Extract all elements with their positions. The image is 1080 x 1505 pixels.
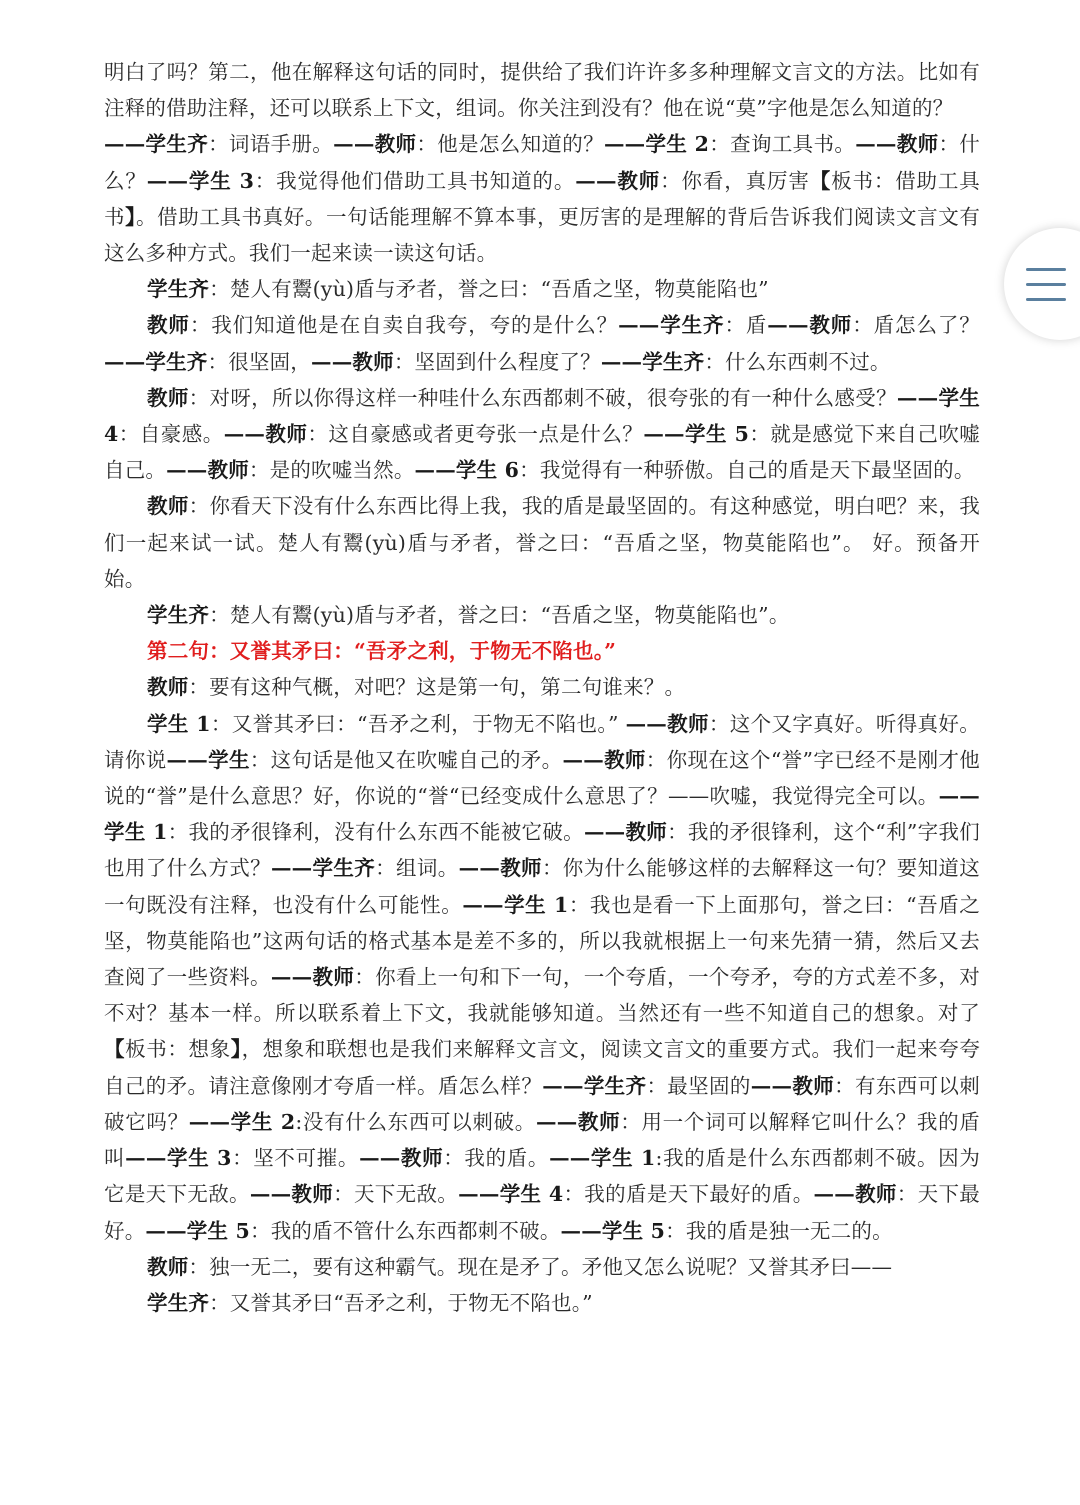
speaker-label: ——学生 6	[414, 458, 520, 483]
paragraph-text: ：他是怎么知道的？	[416, 132, 604, 157]
speaker-label: ——教师	[458, 856, 542, 881]
speaker-label: 】	[125, 204, 136, 229]
speaker-label: ——学生齐	[618, 313, 725, 338]
paragraph-text: ：自豪感。	[118, 422, 224, 447]
paragraph	[104, 126, 980, 271]
paragraph-text: :我的盾是什么东西都刺不破。因为它是天下无敌。	[104, 1146, 981, 1207]
paragraph	[104, 1285, 980, 1321]
speaker-label: ——教师	[750, 1073, 835, 1098]
paragraph-text: ：是的吹嘘当然。	[248, 458, 415, 483]
speaker-label: ——学生 3	[146, 168, 255, 193]
paragraph	[104, 380, 980, 489]
speaker-label: 学生齐	[147, 603, 210, 628]
paragraph-text: ：用一个词可以解释它叫什么？我的盾叫	[104, 1109, 980, 1171]
speaker-label: ——学生 5	[643, 422, 750, 447]
paragraph-text: ：这自豪感或者更夸张一点是什么？	[307, 422, 644, 447]
speaker-label: ——学生齐	[542, 1073, 647, 1098]
paragraph-text: ：你看，真厉害	[660, 168, 810, 193]
paragraph-text: ：什么？	[104, 132, 980, 193]
paragraph-text: ：楚人有鬻(yù)盾与矛者，誉之曰：“吾盾之坚，物莫能陷也”	[209, 277, 769, 302]
speaker-label: ——学生齐	[104, 349, 208, 374]
paragraph-text: ：词语手册。	[208, 132, 334, 157]
menu-icon	[1026, 268, 1066, 302]
paragraph-text: ：你为什么能够这样的去解释这一句？要知道这一句既没有注释，也没有什么可能性。	[104, 856, 981, 917]
paragraph-text: ：你看天下没有什么东西比得上我，我的盾是最坚固的。有这种感觉，明白吧？来，我们一起来试一试。楚人有鬻(yù)盾与矛者，誉之曰：“吾盾之坚，物莫能陷也”。 好。预备开始。	[104, 494, 980, 591]
speaker-label: ——学生 1	[462, 892, 569, 917]
paragraph-text: ：我的盾。	[443, 1146, 550, 1171]
paragraph-text: 板书：借助工具书	[104, 168, 981, 229]
floating-menu-button[interactable]	[1004, 228, 1080, 340]
speaker-label: ——教师	[583, 820, 668, 845]
paragraph-text: ：组词。	[375, 856, 459, 881]
document-body	[104, 54, 980, 1321]
speaker-label: ——学生 4	[104, 385, 980, 447]
speaker-label: ——教师	[855, 132, 939, 157]
paragraph	[104, 488, 980, 597]
speaker-label: ——教师	[311, 349, 394, 374]
speaker-label: ——教师	[536, 1109, 621, 1134]
speaker-label: 学生 1	[147, 711, 211, 736]
speaker-label: 【	[809, 168, 832, 193]
speaker-label: 教师	[147, 313, 190, 338]
speaker-label: ——学生 5	[145, 1218, 251, 1243]
paragraph-text: ：我的盾不管什么东西都刺不破。	[250, 1218, 561, 1243]
paragraph	[104, 54, 980, 126]
paragraph-text: ：要有这种气概，对吧？这是第一句，第二句谁来？。	[188, 675, 686, 700]
speaker-label: 教师	[147, 1254, 189, 1279]
paragraph	[104, 706, 980, 1249]
paragraph-text: ，想象和联想也是我们来解释文言文，阅读文言文的重要方式。我们一起来夸夸自己的矛。请注意像刚才夸盾一样。盾怎么样？	[104, 1037, 981, 1098]
paragraph	[104, 669, 980, 705]
paragraph-text: 第二句：又誉其矛曰：“吾矛之利，于物无不陷也。”	[147, 639, 617, 664]
paragraph-text: ：天下无敌。	[333, 1182, 459, 1207]
paragraph-text: ：很坚固，	[207, 349, 311, 374]
speaker-label: 教师	[147, 385, 189, 410]
speaker-label: ——教师	[625, 711, 709, 736]
paragraph-text: ：我觉得有一种骄傲。自己的盾是天下最坚固的。	[519, 458, 975, 483]
speaker-label: ——教师	[333, 132, 417, 157]
speaker-label: ——教师	[767, 313, 853, 338]
paragraph-text: ：我的盾是天下最好的盾。	[563, 1182, 814, 1207]
speaker-label: ——学生 2	[188, 1109, 296, 1134]
speaker-label: 教师	[147, 675, 189, 700]
speaker-label: 】	[230, 1037, 242, 1062]
paragraph	[104, 271, 980, 307]
paragraph-text: ：你看上一句和下一句，一个夸盾，一个夸矛，夸的方式差不多，对不对？基本一样。所以联系着上下文，我就能够知道。当然还有一些不知道自己的想象。对了	[104, 965, 980, 1026]
paragraph-text: ：盾	[724, 313, 768, 338]
paragraph-text: 明白了吗？第二，他在解释这句话的同时，提供给了我们许许多多种理解文言文的方法。比如有注释的借助注释，还可以联系上下文，组词。你关注到没有？他在说“莫”字他是怎么知道的？	[104, 60, 980, 121]
speaker-label: ——学生 3	[125, 1146, 232, 1171]
paragraph-text: ：楚人有鬻(yù)盾与矛者，誉之曰：“吾盾之坚，物莫能陷也”。	[209, 603, 790, 628]
paragraph-text: ：盾怎么了？	[852, 313, 980, 338]
speaker-label: ——教师	[562, 747, 646, 772]
speaker-label: ——教师	[813, 1182, 897, 1207]
speaker-label: ——学生 1	[549, 1146, 656, 1171]
speaker-label: ——教师	[166, 458, 249, 483]
speaker-label: ——教师	[359, 1146, 444, 1171]
paragraph-text: ：你现在这个“誉”字已经不是刚才他说的“誉”是什么意思？好，你说的“誉“已经变成什么意思了？——吹嘘，我觉得完全可以。	[104, 747, 980, 809]
paragraph-text: ：我觉得他们借助工具书知道的。	[254, 168, 576, 193]
paragraph-text: ：查询工具书。	[709, 132, 856, 157]
paragraph-text: ：这句话是他又在吹嘘自己的矛。	[249, 747, 563, 772]
paragraph-text: ：这个又字真好。听得真好。请你说	[104, 711, 980, 772]
paragraph-text: ：我的盾是独一无二的。	[665, 1218, 893, 1243]
speaker-label: ——学生齐	[104, 132, 209, 157]
paragraph-text: ：就是感觉下来自己吹嘘自己。	[104, 422, 981, 483]
speaker-label: ——教师	[270, 965, 355, 990]
paragraph-text: ：我们知道他是在自卖自我夸，夸的是什么？	[189, 313, 619, 338]
paragraph-text: ：我的矛很锋利，这个“利”字我们也用了什么方式？	[104, 820, 980, 881]
speaker-label: ——学生 4	[458, 1182, 564, 1207]
paragraph-text: ：有东西可以刺破它吗？	[104, 1073, 981, 1134]
speaker-label: ——学生齐	[270, 856, 376, 881]
speaker-label: ——教师	[249, 1182, 334, 1207]
speaker-label: 学生齐	[147, 1290, 210, 1315]
section-heading	[104, 633, 980, 669]
speaker-label: ——学生 2	[603, 132, 710, 157]
paragraph-text: ：又誉其矛曰：“吾矛之利，于物无不陷也。”	[210, 711, 626, 736]
paragraph-text: ：我的矛很锋利，没有什么东西不能被它破。	[167, 820, 584, 845]
paragraph-text: ：最坚固的	[646, 1073, 751, 1098]
speaker-label: 【	[104, 1037, 126, 1062]
speaker-label: ——教师	[575, 168, 661, 193]
paragraph-text: ：坚固到什么程度了？	[393, 349, 601, 374]
paragraph-text: 板书：想象	[125, 1037, 231, 1062]
paragraph-text: ：对呀，所以你得这样一种哇什么东西都刺不破，很夸张的有一种什么感受？	[188, 385, 897, 410]
speaker-label: 教师	[147, 494, 189, 519]
paragraph-text: ：我也是看一下上面那句，誉之曰：“吾盾之坚，物莫能陷也”这两句话的格式基本是差不多的，所以我就根据上一句来先猜一猜，然后又去查阅了一些资料。	[104, 892, 980, 990]
speaker-label: 学生齐	[147, 277, 210, 302]
paragraph	[104, 597, 980, 633]
speaker-label: ——学生 1	[104, 784, 980, 845]
paragraph	[104, 307, 980, 379]
paragraph	[104, 1249, 980, 1285]
paragraph-text: ：天下最好。	[104, 1182, 980, 1243]
speaker-label: ——学生齐	[600, 349, 705, 374]
paragraph-text: ：什么东西刺不过。	[704, 349, 891, 374]
paragraph-text: ：独一无二，要有这种霸气。现在是矛了。矛他又怎么说呢？又誉其矛曰——	[188, 1254, 893, 1279]
paragraph-text: :没有什么东西可以刺破。	[295, 1109, 536, 1134]
paragraph-text: 。借助工具书真好。一句话能理解不算本事，更厉害的是理解的背后告诉我们阅读文言文有这么多种方式。我们一起来读一读这句话。	[104, 204, 981, 266]
paragraph-text: ：坚不可摧。	[231, 1146, 360, 1171]
speaker-label: ——学生	[166, 747, 250, 772]
speaker-label: ——学生 5	[560, 1218, 666, 1243]
speaker-label: ——教师	[223, 422, 308, 447]
paragraph-text: ：又誉其矛曰“吾矛之利，于物无不陷也。”	[209, 1290, 593, 1315]
